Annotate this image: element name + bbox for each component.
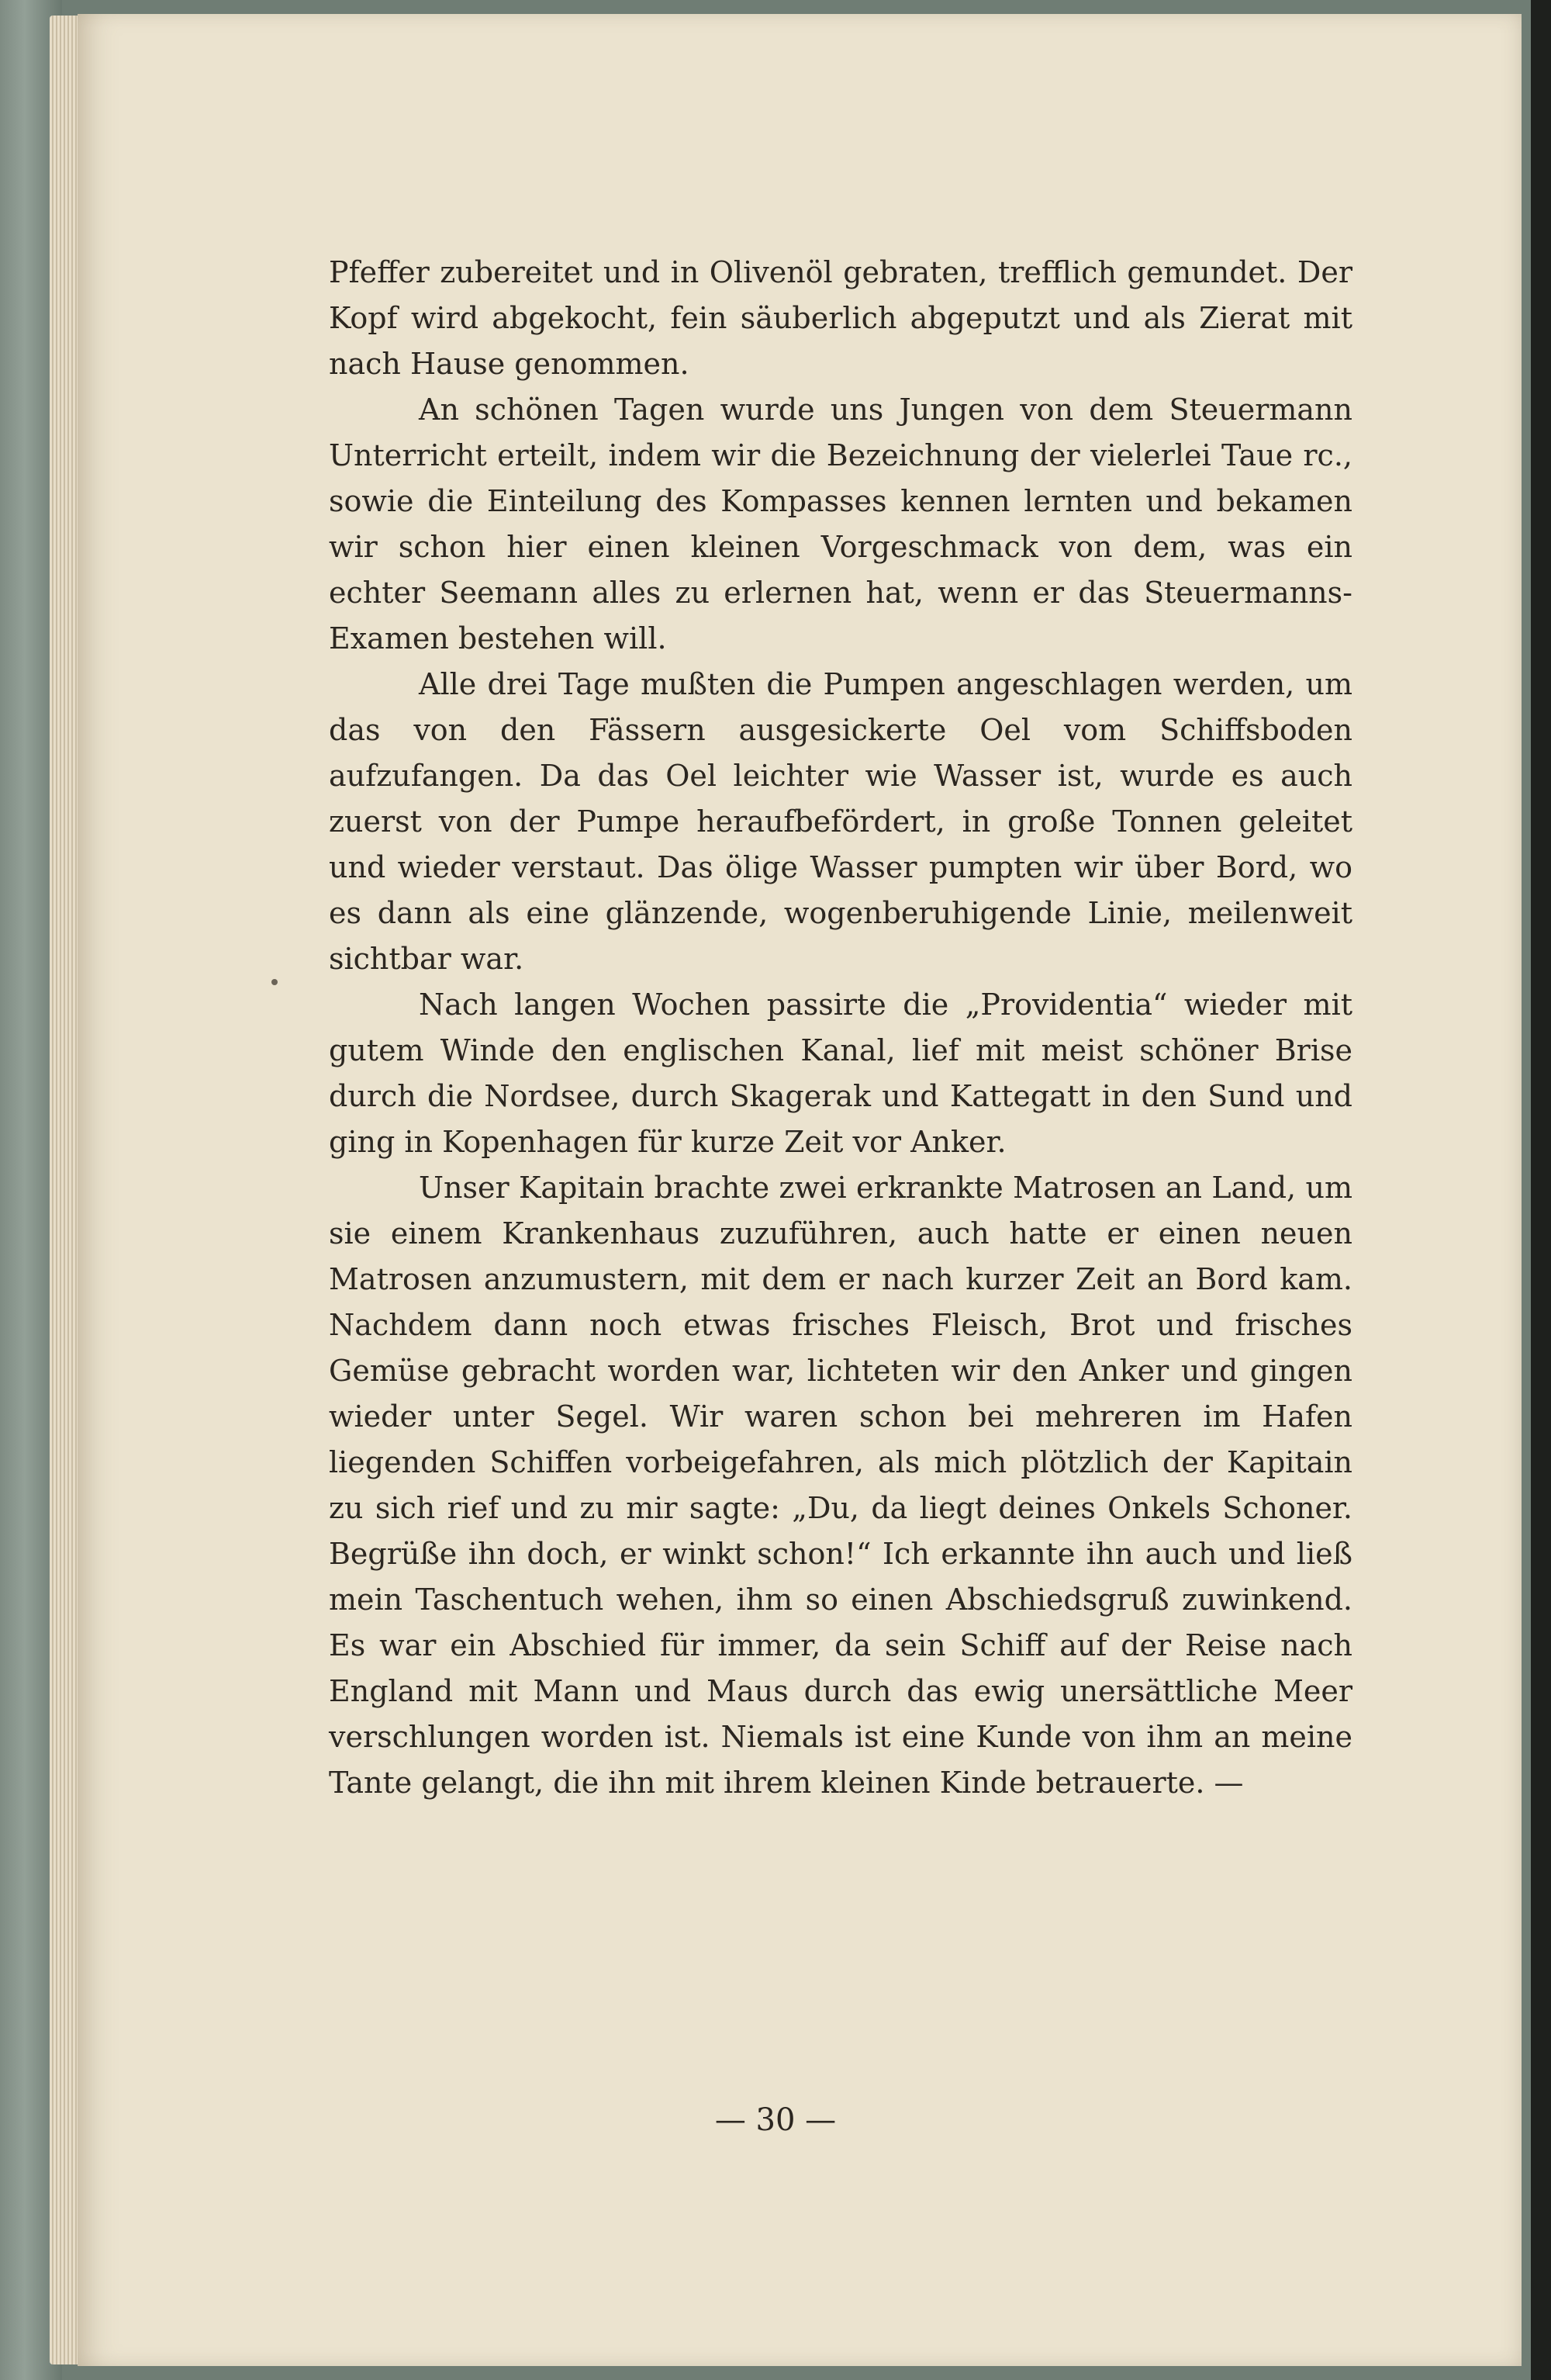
paragraph-4: Nach langen Wochen passirte die „Providentia“ wieder mit gutem Winde den englischen Kanal, lief mit meist schöner Brise durch die Nordsee, durch Skagerak und Kattegatt in den Sund und ging in Kopenhagen für kurze Zeit vor Anker. [329,988,1352,1159]
body-text [329,250,1352,1806]
paragraph-2: An schönen Tagen wurde uns Jungen von dem Steuermann Unterricht erteilt, indem wir die Bezeichnung der vielerlei Taue rc., sowie die Einteilung des Kompasses kennen lernten und bekamen wir schon hier einen kleinen Vorgeschmack von dem, was ein echter Seemann alles zu erlernen hat, wenn er das Steuermanns-Examen bestehen will. [329,393,1352,656]
book-cover-right [1531,0,1551,2380]
paragraph-3: Alle drei Tage mußten die Pumpen angeschlagen werden, um das von den Fässern ausgesickerte Oel vom Schiffsboden aufzufangen. Da das Oel leichter wie Wasser ist, wurde es auch zuerst von der Pumpe heraufbefördert, in große Tonnen geleitet und wieder verstaut. Das ölige Wasser pumpten wir über Bord, wo es dann als eine glänzende, wogenberuhigende Linie, meilenweit sichtbar war. [329,667,1352,976]
margin-mark [271,979,278,985]
paragraph-1: Pfeffer zubereitet und in Olivenöl gebraten, trefflich gemundet. Der Kopf wird abgekocht, fein säuberlich abgeputzt und als Zierat mit nach Hause genommen. [329,255,1352,381]
page-edges [50,16,81,2364]
paragraph-5: Unser Kapitain brachte zwei erkrankte Matrosen an Land, um sie einem Krankenhaus zuzuführen, auch hatte er einen neuen Matrosen anzumustern, mit dem er nach kurzer Zeit an Bord kam. Nachdem dann noch etwas frisches Fleisch, Brot und frisches Gemüse gebracht worden war, lichteten wir den Anker und gingen wieder unter Segel. Wir waren schon bei mehreren im Hafen liegenden Schiffen vorbeigefahren, als mich plötzlich der Kapitain zu sich rief und zu mir sagte: „Du, da liegt deines Onkels Schoner. Begrüße ihn doch, er winkt schon!“ Ich erkannte ihn auch und ließ mein Taschentuch wehen, ihm so einen Abschiedsgruß zuwinkend. Es war ein Abschied für immer, da sein Schiff auf der Reise nach England mit Mann und Maus durch das ewig unersättliche Meer verschlungen worden ist. Niemals ist eine Kunde von ihm an meine Tante gelangt, die ihn mit ihrem kleinen Kinde betrauerte. — [329,1171,1352,1800]
page-number: — 30 — [714,2102,837,2138]
